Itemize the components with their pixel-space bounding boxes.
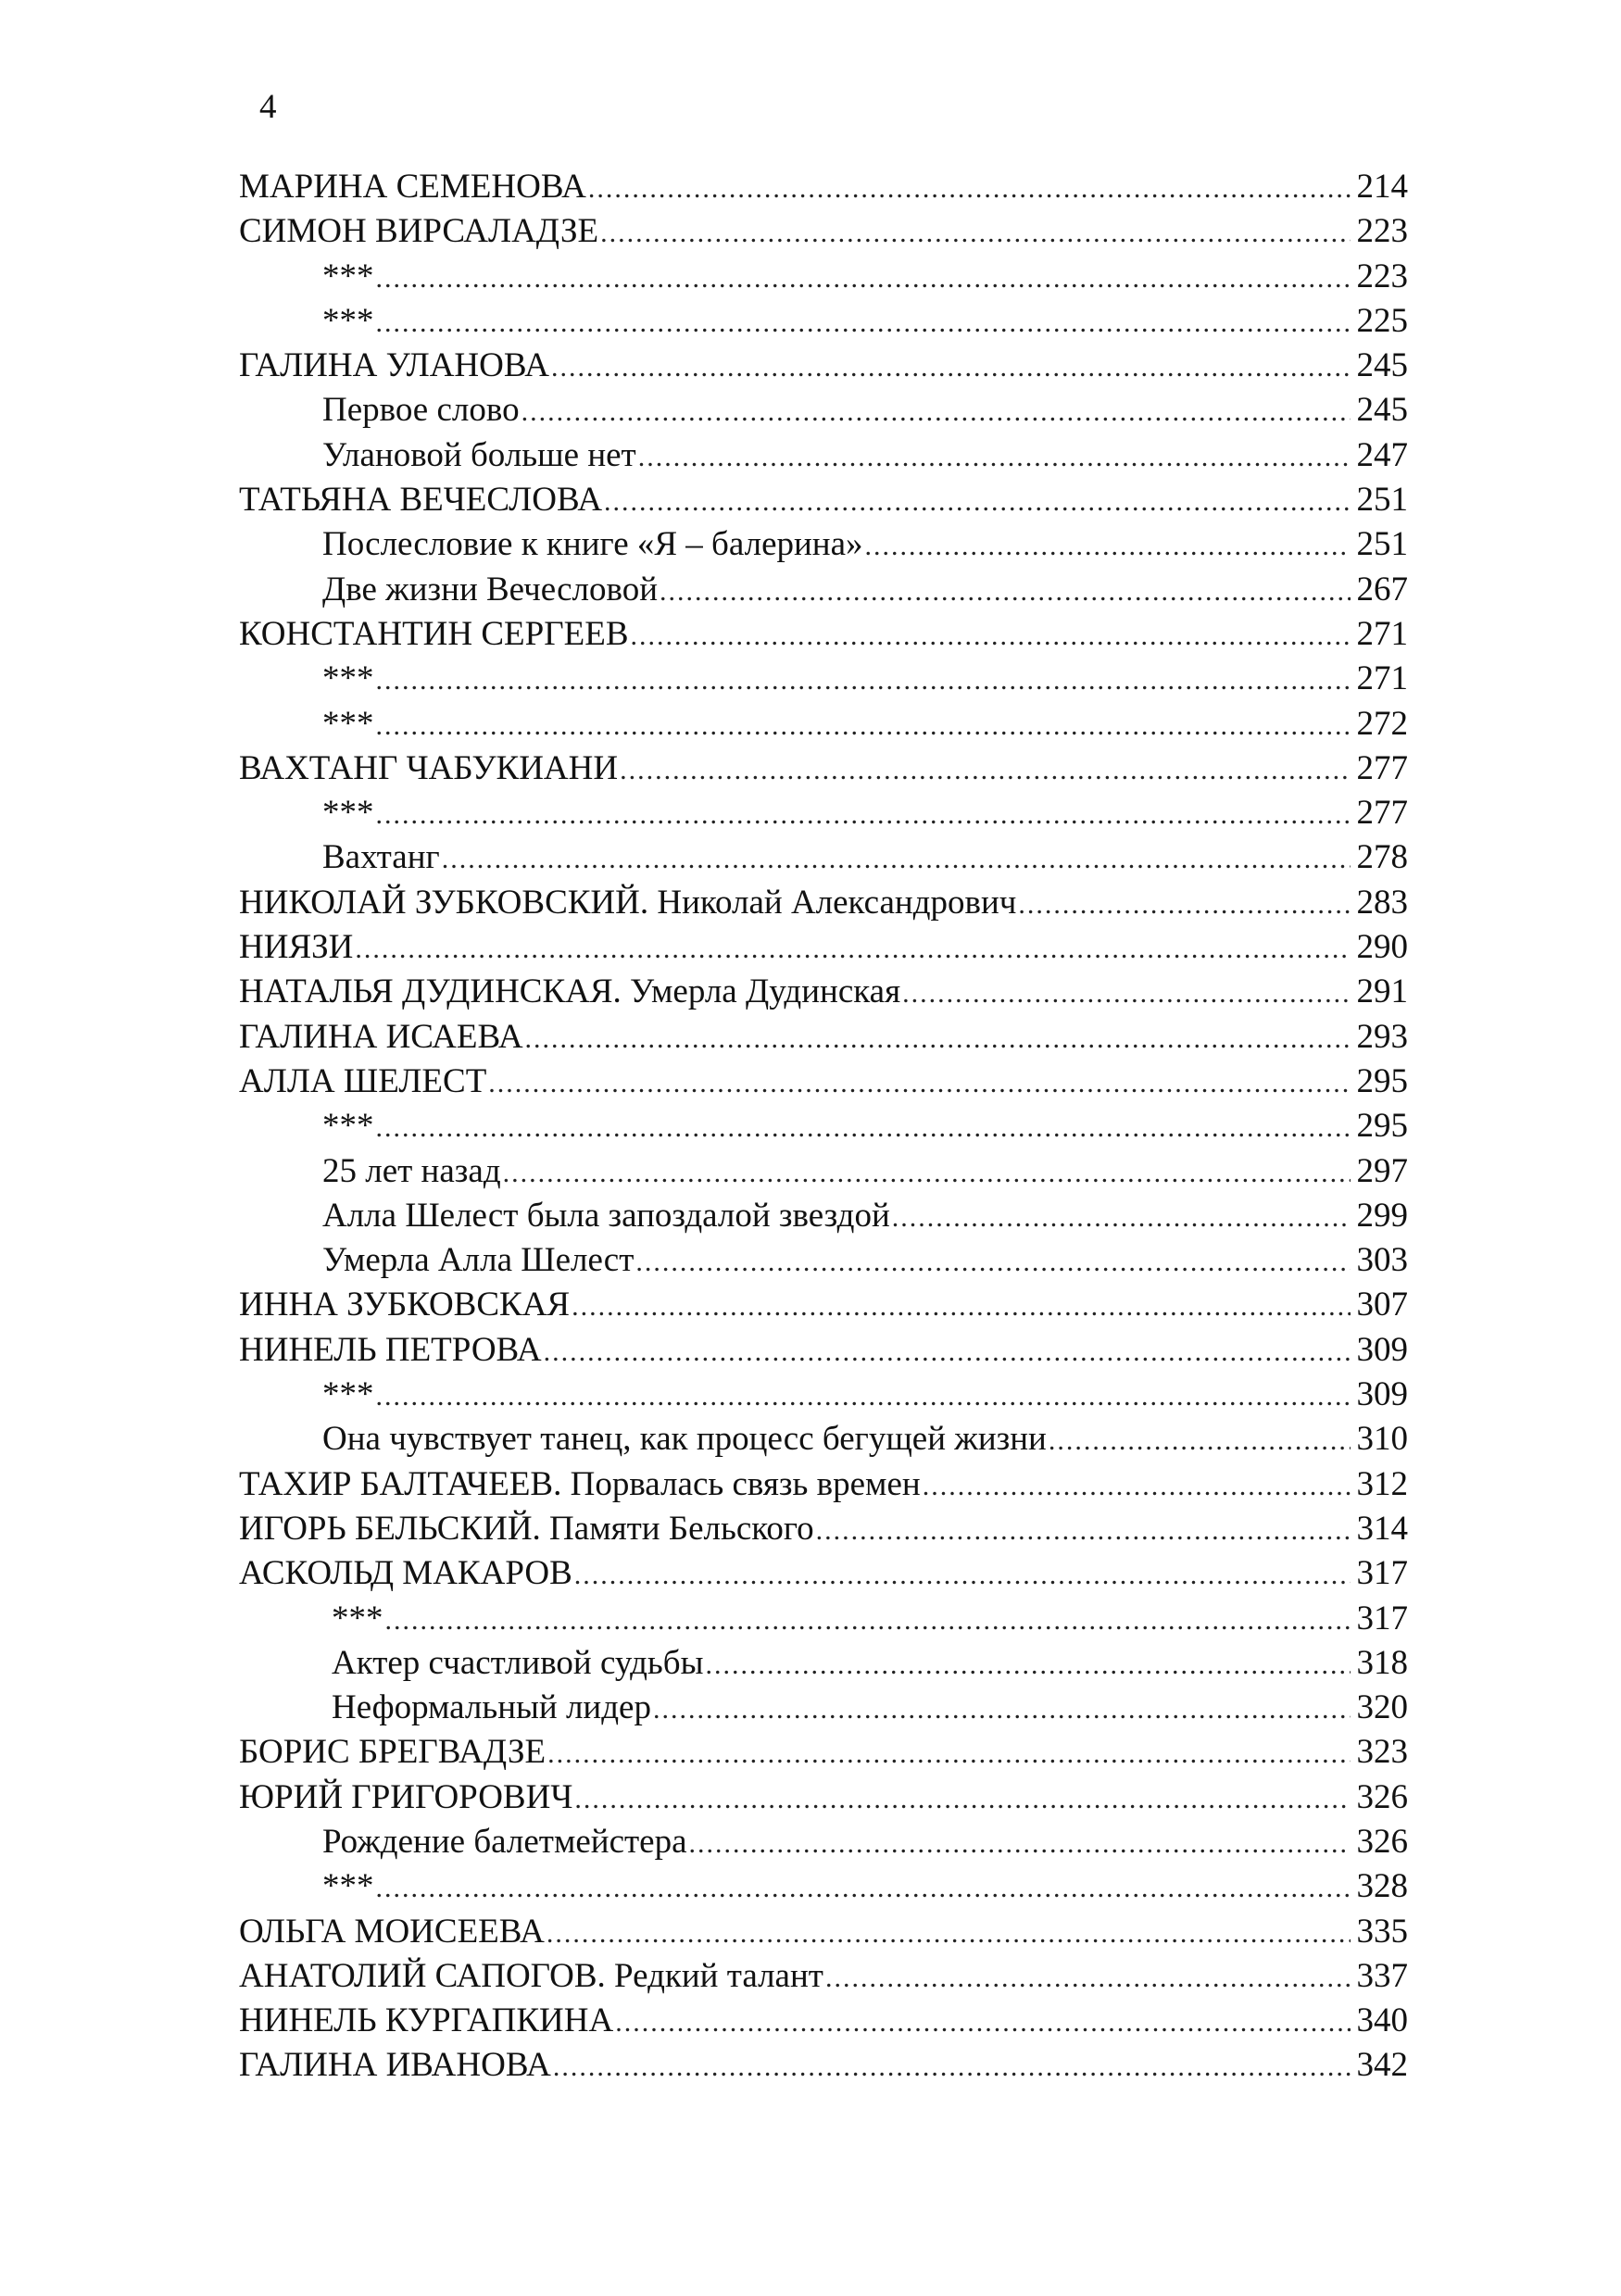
toc-entry-title: АНАТОЛИЙ САПОГОВ. Редкий талант	[239, 1956, 823, 1995]
toc-entry-page: 317	[1356, 1599, 1408, 1637]
toc-leader-dots	[705, 1643, 1351, 1687]
toc-entry-title: ГАЛИНА УЛАНОВА	[239, 346, 549, 385]
toc-entry-page: 335	[1356, 1912, 1408, 1951]
toc-entry-title: Алла Шелест была запоздалой звездой	[322, 1196, 890, 1235]
toc-entry	[239, 1417, 1408, 1462]
toc-entry-title: КОНСТАНТИН СЕРГЕЕВ	[239, 614, 629, 653]
toc-entry-page: 277	[1356, 748, 1408, 787]
toc-entry-title: ***	[322, 659, 374, 698]
toc-entry-title: ***	[322, 704, 374, 743]
toc-entry	[239, 1864, 1408, 1909]
toc-leader-dots	[544, 1330, 1351, 1374]
toc-leader-dots	[521, 390, 1351, 434]
toc-entry	[239, 344, 1408, 388]
toc-entry	[239, 657, 1408, 701]
toc-leader-dots	[376, 1374, 1351, 1419]
toc-entry-page: 251	[1356, 525, 1408, 564]
toc-leader-dots	[376, 1106, 1351, 1150]
toc-entry	[239, 209, 1408, 254]
toc-entry-page: 271	[1356, 614, 1408, 653]
toc-leader-dots	[376, 1866, 1351, 1911]
toc-entry-title: ***	[322, 1375, 374, 1414]
toc-entry-title: АЛЛА ШЕЛЕСТ	[239, 1061, 487, 1100]
toc-entry-title: НИЯЗИ	[239, 928, 354, 967]
toc-entry-title: ГАЛИНА ИВАНОВА	[239, 2046, 551, 2085]
toc-entry-page: 309	[1356, 1375, 1408, 1414]
toc-leader-dots	[620, 748, 1351, 793]
toc-entry-page: 328	[1356, 1867, 1408, 1906]
toc-leader-dots	[572, 1285, 1351, 1329]
toc-entry	[239, 1060, 1408, 1104]
toc-entry-page: 295	[1356, 1061, 1408, 1100]
toc-entry-page: 278	[1356, 838, 1408, 877]
toc-leader-dots	[376, 659, 1351, 703]
toc-entry-page: 297	[1356, 1151, 1408, 1190]
toc-entry-title: ИГОРЬ БЕЛЬСКИЙ. Памяти Бельского	[239, 1509, 814, 1548]
toc-leader-dots	[635, 1240, 1351, 1285]
toc-entry-page: 337	[1356, 1956, 1408, 1995]
toc-entry-page: 271	[1356, 659, 1408, 698]
toc-entry-page: 295	[1356, 1107, 1408, 1146]
toc-entry-title: СИМОН ВИРСАЛАДЗЕ	[239, 212, 599, 251]
toc-entry	[239, 1910, 1408, 1954]
toc-entry	[239, 1328, 1408, 1373]
toc-entry-page: 245	[1356, 346, 1408, 385]
toc-entry-title: ГАЛИНА ИСАЕВА	[239, 1017, 523, 1056]
toc-entry	[239, 165, 1408, 209]
toc-leader-dots	[892, 1196, 1351, 1240]
toc-leader-dots	[503, 1151, 1351, 1196]
toc-entry	[239, 1283, 1408, 1327]
toc-entry	[239, 925, 1408, 970]
toc-entry-page: 214	[1356, 168, 1408, 206]
toc-entry-title: 25 лет назад	[322, 1151, 501, 1190]
toc-entry-title: ОЛЬГА МОИСЕЕВА	[239, 1912, 545, 1951]
toc-leader-dots	[689, 1822, 1351, 1866]
table-of-contents	[239, 165, 1408, 2089]
toc-leader-dots	[547, 1912, 1351, 1956]
toc-entry-title: Рождение балетмейстера	[322, 1822, 687, 1861]
toc-entry-title: Две жизни Вечесловой	[322, 570, 659, 609]
toc-leader-dots	[923, 1464, 1351, 1509]
toc-entry-page: 272	[1356, 704, 1408, 743]
toc-entry-title: Она чувствует танец, как процесс бегущей жизни	[322, 1420, 1047, 1459]
toc-entry-page: 245	[1356, 391, 1408, 430]
toc-leader-dots	[376, 257, 1351, 301]
toc-entry	[239, 970, 1408, 1014]
toc-leader-dots	[385, 1599, 1351, 1643]
toc-entry	[239, 1686, 1408, 1730]
toc-leader-dots	[574, 1777, 1351, 1822]
toc-entry	[239, 1999, 1408, 2043]
toc-entry-page: 225	[1356, 301, 1408, 340]
toc-entry-page: 267	[1356, 570, 1408, 609]
toc-leader-dots	[551, 345, 1351, 390]
toc-leader-dots	[488, 1061, 1351, 1106]
toc-entry-page: 283	[1356, 883, 1408, 922]
toc-leader-dots	[615, 2001, 1351, 2045]
toc-entry	[239, 1641, 1408, 1686]
toc-leader-dots	[660, 570, 1351, 614]
toc-entry-page: 310	[1356, 1420, 1408, 1459]
toc-leader-dots	[825, 1956, 1351, 2001]
toc-entry-page: 223	[1356, 212, 1408, 251]
toc-entry-page: 323	[1356, 1733, 1408, 1772]
toc-leader-dots	[902, 972, 1351, 1016]
toc-leader-dots	[376, 704, 1351, 748]
toc-entry-title: НАТАЛЬЯ ДУДИНСКАЯ. Умерла Дудинская	[239, 972, 901, 1011]
toc-entry	[239, 388, 1408, 433]
toc-leader-dots	[816, 1509, 1351, 1553]
toc-entry-title: ТАХИР БАЛТАЧЕЕВ. Порвалась связь времен	[239, 1464, 921, 1503]
toc-entry	[239, 433, 1408, 478]
toc-entry-title: ***	[322, 301, 374, 340]
toc-entry-title: Неформальный лидер	[332, 1688, 651, 1727]
toc-leader-dots	[574, 1553, 1351, 1598]
toc-entry	[239, 747, 1408, 791]
toc-leader-dots	[547, 1732, 1351, 1776]
toc-entry-page: 340	[1356, 2001, 1408, 2040]
toc-entry-title: ЮРИЙ ГРИГОРОВИЧ	[239, 1777, 573, 1816]
toc-entry	[239, 1597, 1408, 1641]
toc-entry-page: 290	[1356, 928, 1408, 967]
toc-entry-page: 326	[1356, 1822, 1408, 1861]
toc-leader-dots	[1018, 883, 1351, 927]
toc-entry-title: ***	[322, 1107, 374, 1146]
toc-entry-page: 303	[1356, 1241, 1408, 1280]
toc-leader-dots	[376, 793, 1351, 837]
toc-entry	[239, 1015, 1408, 1060]
toc-entry-title: ***	[322, 1867, 374, 1906]
toc-entry	[239, 2043, 1408, 2088]
toc-entry	[239, 1551, 1408, 1596]
toc-leader-dots	[525, 1017, 1351, 1061]
toc-entry-title: Актер счастливой судьбы	[332, 1643, 704, 1682]
toc-entry	[239, 1149, 1408, 1194]
toc-entry	[239, 1954, 1408, 1999]
toc-entry-title: ***	[322, 794, 374, 833]
toc-entry	[239, 1194, 1408, 1238]
toc-leader-dots	[865, 524, 1351, 569]
toc-entry	[239, 1238, 1408, 1283]
toc-entry	[239, 478, 1408, 522]
toc-entry-page: 314	[1356, 1509, 1408, 1548]
toc-leader-dots	[600, 211, 1351, 256]
toc-entry-title: Умерла Алла Шелест	[322, 1241, 635, 1280]
toc-entry-page: 223	[1356, 257, 1408, 295]
toc-leader-dots	[631, 614, 1351, 659]
toc-entry-page: 317	[1356, 1554, 1408, 1593]
toc-entry-page: 309	[1356, 1330, 1408, 1369]
toc-entry-title: ***	[322, 257, 374, 295]
toc-entry-page: 277	[1356, 794, 1408, 833]
toc-entry	[239, 881, 1408, 925]
toc-entry	[239, 299, 1408, 344]
toc-entry-title: АСКОЛЬД МАКАРОВ	[239, 1554, 572, 1593]
toc-leader-dots	[376, 301, 1351, 345]
toc-entry-page: 312	[1356, 1464, 1408, 1503]
toc-leader-dots	[653, 1687, 1351, 1732]
toc-leader-dots	[442, 837, 1351, 882]
toc-entry	[239, 612, 1408, 657]
toc-entry-page: 307	[1356, 1286, 1408, 1324]
toc-entry-page: 247	[1356, 435, 1408, 474]
toc-entry	[239, 1730, 1408, 1775]
toc-entry-page: 326	[1356, 1777, 1408, 1816]
page-number: 4	[259, 88, 277, 126]
toc-entry-title: ИННА ЗУБКОВСКАЯ	[239, 1286, 571, 1324]
toc-entry	[239, 1104, 1408, 1148]
toc-entry-page: 320	[1356, 1688, 1408, 1727]
toc-entry-title: ***	[332, 1599, 383, 1637]
toc-entry	[239, 568, 1408, 612]
toc-leader-dots	[588, 167, 1351, 211]
toc-entry-title: Послесловие к книге «Я – балерина»	[322, 525, 863, 564]
toc-entry-title: НИКОЛАЙ ЗУБКОВСКИЙ. Николай Александрович	[239, 883, 1017, 922]
toc-entry-page: 318	[1356, 1643, 1408, 1682]
toc-entry	[239, 1775, 1408, 1820]
toc-entry-page: 251	[1356, 481, 1408, 520]
toc-entry-title: МАРИНА СЕМЕНОВА	[239, 168, 586, 206]
toc-leader-dots	[553, 2045, 1351, 2089]
toc-entry	[239, 791, 1408, 835]
toc-entry-title: Вахтанг	[322, 838, 440, 877]
toc-entry-title: НИНЕЛЬ КУРГАПКИНА	[239, 2001, 614, 2040]
toc-entry-page: 342	[1356, 2046, 1408, 2085]
toc-entry-page: 293	[1356, 1017, 1408, 1056]
toc-entry	[239, 1820, 1408, 1864]
toc-entry	[239, 1373, 1408, 1417]
toc-leader-dots	[355, 927, 1351, 972]
toc-entry	[239, 1507, 1408, 1551]
toc-entry	[239, 702, 1408, 747]
toc-leader-dots	[638, 435, 1351, 480]
toc-entry-title: ВАХТАНГ ЧАБУКИАНИ	[239, 748, 619, 787]
toc-entry-page: 299	[1356, 1196, 1408, 1235]
toc-entry-title: БОРИС БРЕГВАДЗЕ	[239, 1733, 547, 1772]
toc-entry	[239, 835, 1408, 880]
toc-entry	[239, 255, 1408, 299]
toc-entry-title: НИНЕЛЬ ПЕТРОВА	[239, 1330, 542, 1369]
toc-entry	[239, 522, 1408, 567]
toc-entry-title: ТАТЬЯНА ВЕЧЕСЛОВА	[239, 481, 603, 520]
toc-entry-title: Первое слово	[322, 391, 520, 430]
toc-entry-page: 291	[1356, 972, 1408, 1011]
toc-entry	[239, 1462, 1408, 1507]
toc-leader-dots	[604, 480, 1351, 524]
toc-entry-title: Улановой больше нет	[322, 435, 636, 474]
toc-leader-dots	[1049, 1419, 1351, 1463]
